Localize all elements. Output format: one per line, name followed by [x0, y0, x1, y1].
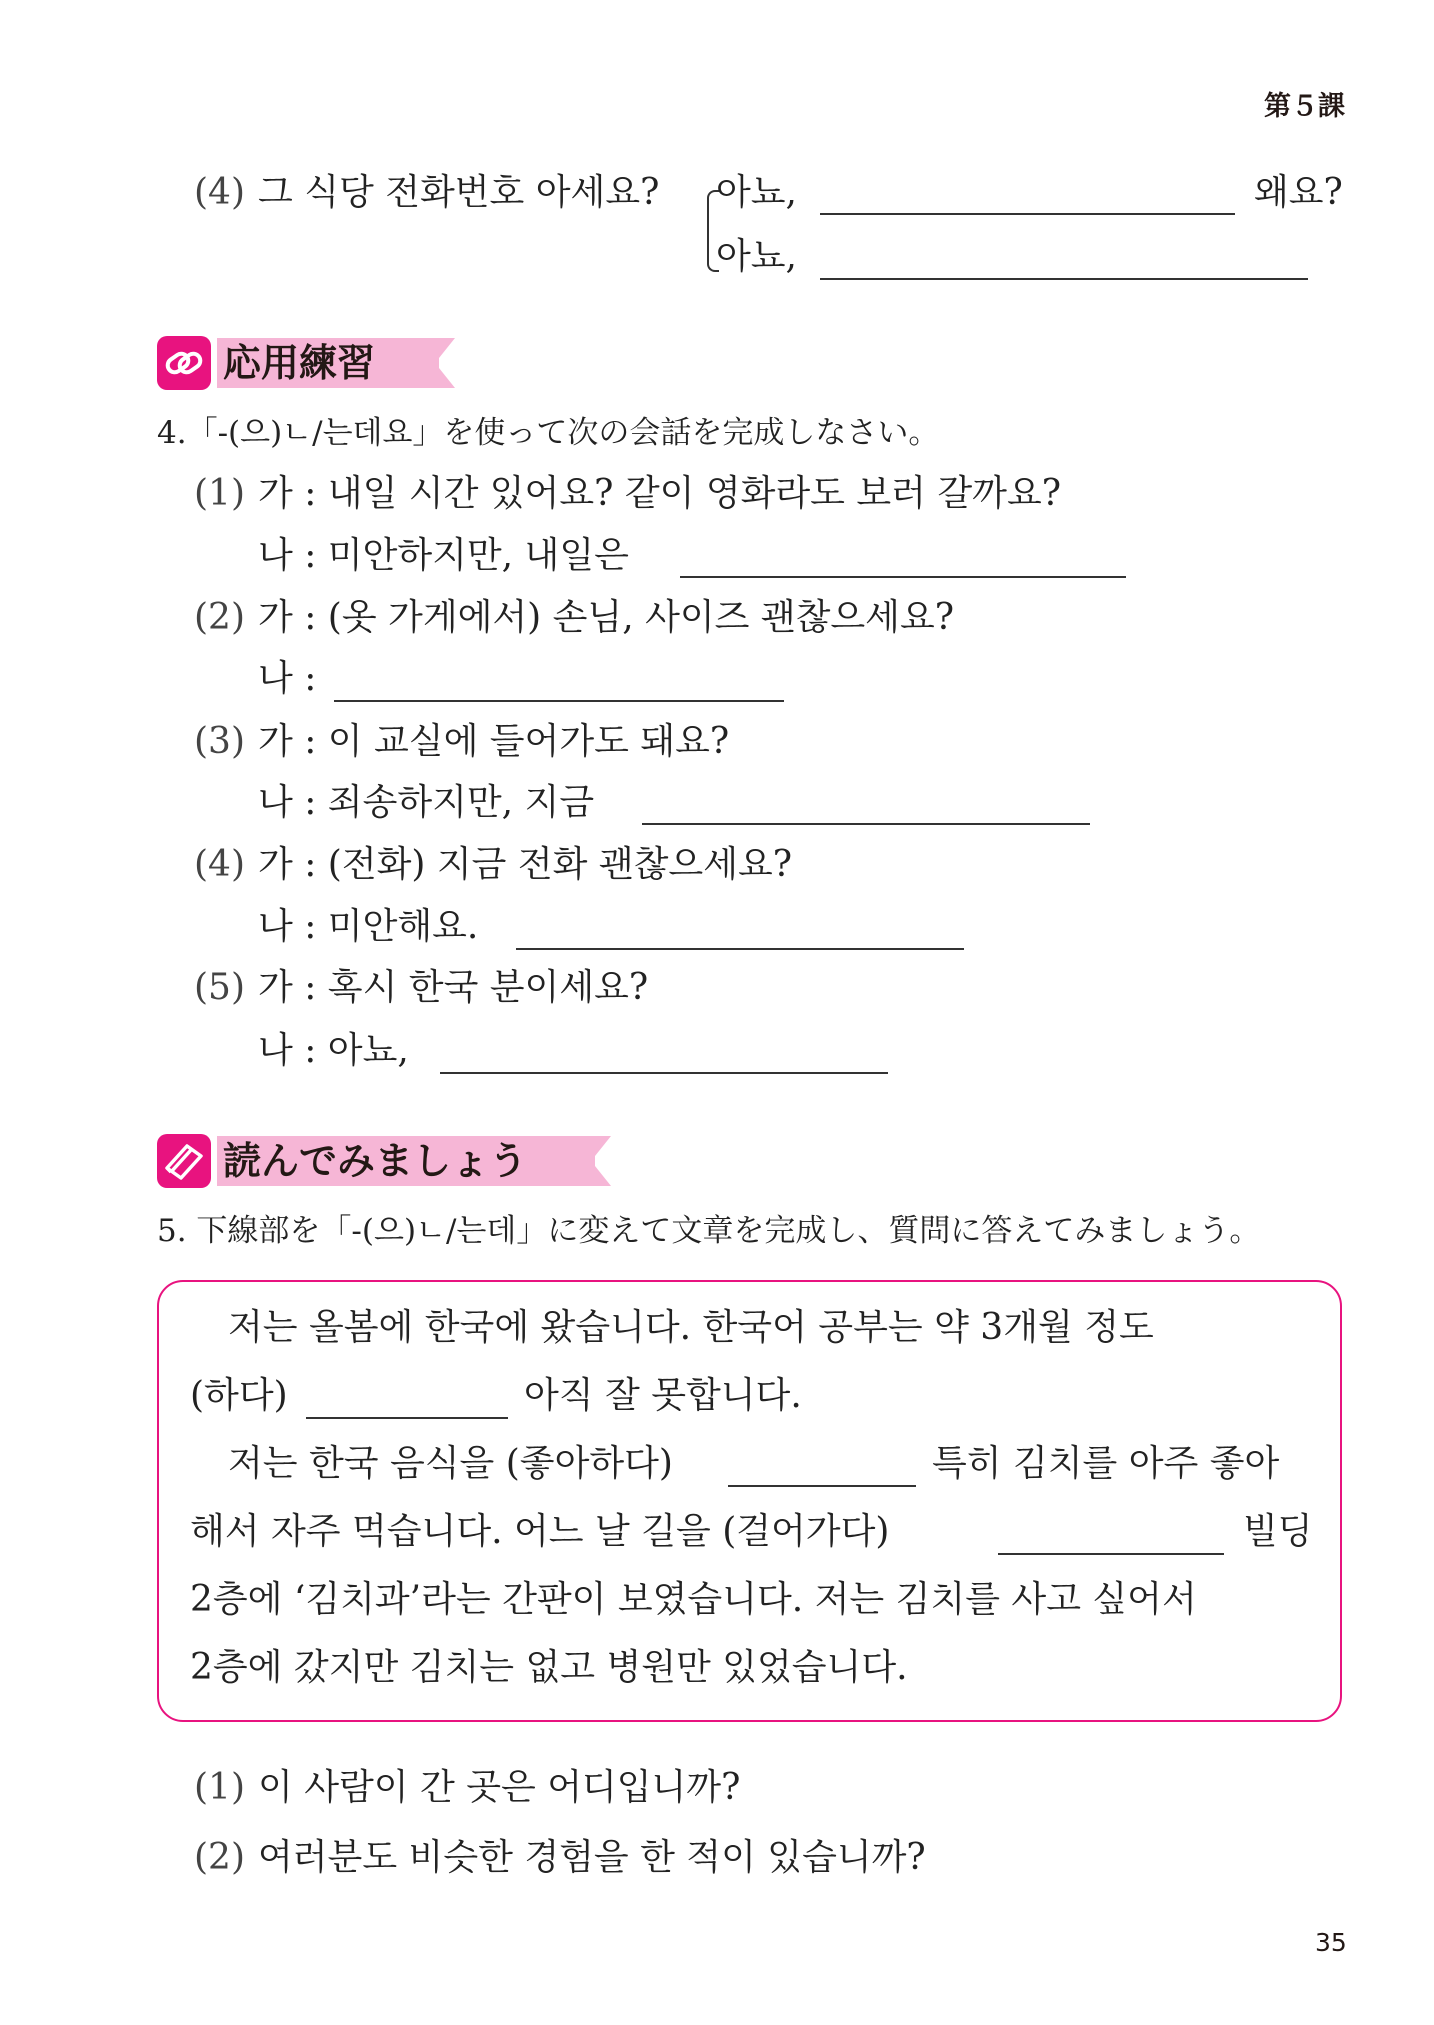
item-ga: 가 : (옷 가게에서) 손님, 사이즈 괜찮으세요?: [258, 597, 955, 638]
item-na: 나 :: [258, 658, 317, 699]
item-ga: 가 : (전화) 지금 전화 괜찮으세요?: [258, 844, 793, 885]
item-na: 나 : 죄송하지만, 지금: [258, 782, 595, 823]
prev-exercise-number: (4): [194, 172, 245, 213]
passage-blank: [998, 1553, 1224, 1555]
item-ga: 가 : 내일 시간 있어요? 같이 영화라도 보러 갈까요?: [258, 473, 1062, 514]
item-na: 나 : 아뇨,: [258, 1030, 409, 1071]
link-chain-icon: [157, 336, 211, 390]
item-number: (3): [194, 721, 245, 762]
answer1-suffix: 왜요?: [1254, 172, 1343, 213]
passage-line: 저는 올봄에 한국에 왔습니다. 한국어 공부는 약 3개월 정도: [228, 1307, 1154, 1348]
answer-blank: [680, 576, 1126, 578]
question-number: (2): [194, 1837, 245, 1878]
section-header-reading: [157, 1134, 617, 1188]
item-ga: 가 : 혹시 한국 분이세요?: [258, 967, 649, 1008]
item-na: 나 : 미안해요.: [258, 906, 479, 947]
passage-line: 저는 한국 음식을 (좋아하다): [228, 1443, 673, 1484]
instruction-applied: 4.「-(으)ㄴ/는데요」を使って次の会話を完成しなさい。: [157, 415, 940, 451]
item-number: (4): [194, 844, 245, 885]
passage-blank: [306, 1417, 508, 1419]
instruction-reading: 5. 下線部を「-(으)ㄴ/는데」に変えて文章を完成し、質問に答えてみましょう。: [157, 1213, 1261, 1249]
question-text: 여러분도 비슷한 경험을 한 적이 있습니까?: [258, 1837, 926, 1878]
section-end-marker: [563, 1136, 615, 1186]
passage-line: 해서 자주 먹습니다. 어느 날 길을 (걸어가다): [190, 1511, 890, 1552]
section-title-reading: 読んでみましょう: [223, 1139, 528, 1183]
passage-line: 빌딩: [1243, 1511, 1313, 1552]
passage-line: 2층에 ‘김치과’라는 간판이 보였습니다. 저는 김치를 사고 싶어서: [190, 1579, 1197, 1620]
answer-blank: [440, 1072, 888, 1074]
answer-blank: [642, 823, 1090, 825]
passage-blank: [728, 1485, 916, 1487]
answer1-prefix: 아뇨,: [716, 172, 797, 213]
passage-line: 아직 잘 못합니다.: [524, 1375, 802, 1416]
item-na: 나 : 미안하지만, 내일은: [258, 535, 629, 576]
answer2-blank: [820, 278, 1308, 280]
item-number: (1): [194, 473, 245, 514]
answer1-blank: [820, 213, 1235, 215]
section-end-marker: [407, 338, 459, 388]
item-number: (5): [194, 967, 245, 1008]
answer-blank: [516, 948, 964, 950]
passage-line: (하다): [190, 1375, 288, 1416]
section-header-applied: [157, 336, 457, 390]
lesson-label: 第５課: [1264, 91, 1345, 122]
item-number: (2): [194, 597, 245, 638]
prev-exercise-question: 그 식당 전화번호 아세요?: [258, 172, 660, 213]
passage-line: 2층에 갔지만 김치는 없고 병원만 있었습니다.: [190, 1647, 908, 1688]
passage-line: 특히 김치를 아주 좋아: [932, 1443, 1280, 1484]
book-icon: [157, 1134, 211, 1188]
question-number: (1): [194, 1767, 245, 1808]
question-text: 이 사람이 간 곳은 어디입니까?: [258, 1767, 741, 1808]
answer2-prefix: 아뇨,: [716, 236, 797, 277]
item-ga: 가 : 이 교실에 들어가도 돼요?: [258, 721, 730, 762]
section-title-applied: 応用練習: [223, 341, 376, 385]
answer-blank: [334, 700, 784, 702]
page-number: 35: [1315, 1928, 1347, 1957]
